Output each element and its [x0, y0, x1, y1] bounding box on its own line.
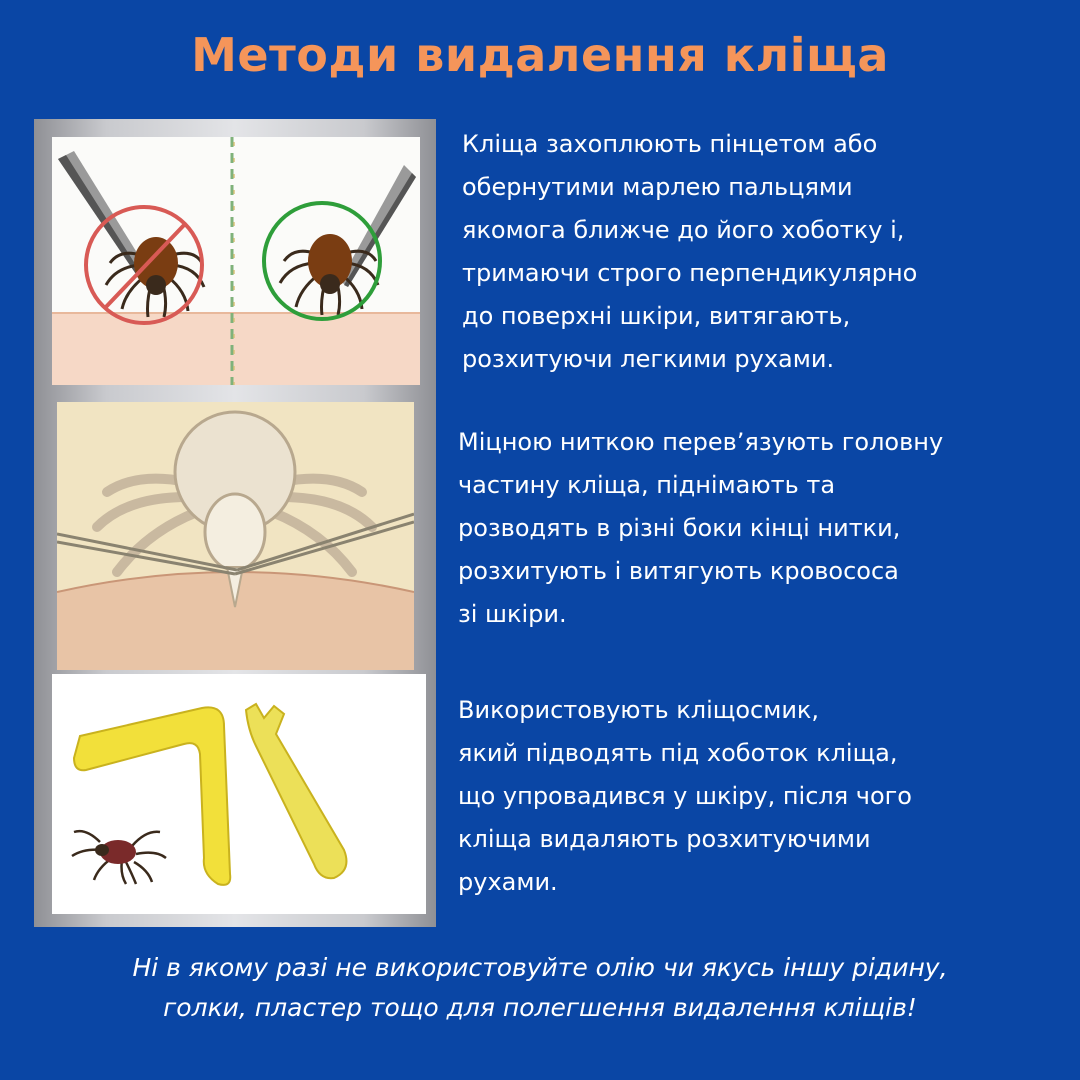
page-title: Методи видалення кліща: [191, 28, 889, 82]
method-text-line: який підводять під хоботок кліща,: [458, 739, 898, 767]
method-text-line: розхитують і витягують кровососа: [458, 557, 899, 585]
method-text-line: рухами.: [458, 868, 558, 896]
method-3-text: [458, 689, 912, 904]
method-text-line: до поверхні шкіри, витягають,: [462, 302, 851, 330]
method-text-line: що упровадився у шкіру, після чого: [458, 782, 912, 810]
warning-note: [0, 948, 1080, 1028]
method-1-text: [462, 123, 917, 381]
method-text-line: Міцною ниткою перев’язують головну: [458, 428, 944, 456]
tweezers-illustration: [52, 137, 420, 385]
method-text-line: зі шкіри.: [458, 600, 567, 628]
method-text-line: розводять в різні боки кінці нитки,: [458, 514, 901, 542]
method-text-line: тримаючи строго перпендикулярно: [462, 259, 918, 287]
method-text-line: частину кліща, піднімають та: [458, 471, 836, 499]
method-2-text: [458, 421, 943, 636]
method-text-line: Кліща захоплюють пінцетом або: [462, 130, 878, 158]
method-text-line: обернутими марлею пальцями: [462, 173, 853, 201]
warning-line: Ні в якому разі не використовуйте олію чи якусь іншу рідину,: [132, 953, 948, 982]
thread-method-illustration: [57, 402, 414, 670]
illustrations-panel: [34, 119, 436, 927]
warning-line: голки, пластер тощо для полегшення видалення кліщів!: [163, 993, 917, 1022]
method-text-line: кліща видаляють розхитуючими: [458, 825, 871, 853]
method-text-line: Використовують кліщосмик,: [458, 696, 820, 724]
method-text-line: якомога ближче до його хоботку і,: [462, 216, 905, 244]
tick-remover-illustration: [52, 674, 426, 914]
method-text-line: розхитуючи легкими рухами.: [462, 345, 835, 373]
